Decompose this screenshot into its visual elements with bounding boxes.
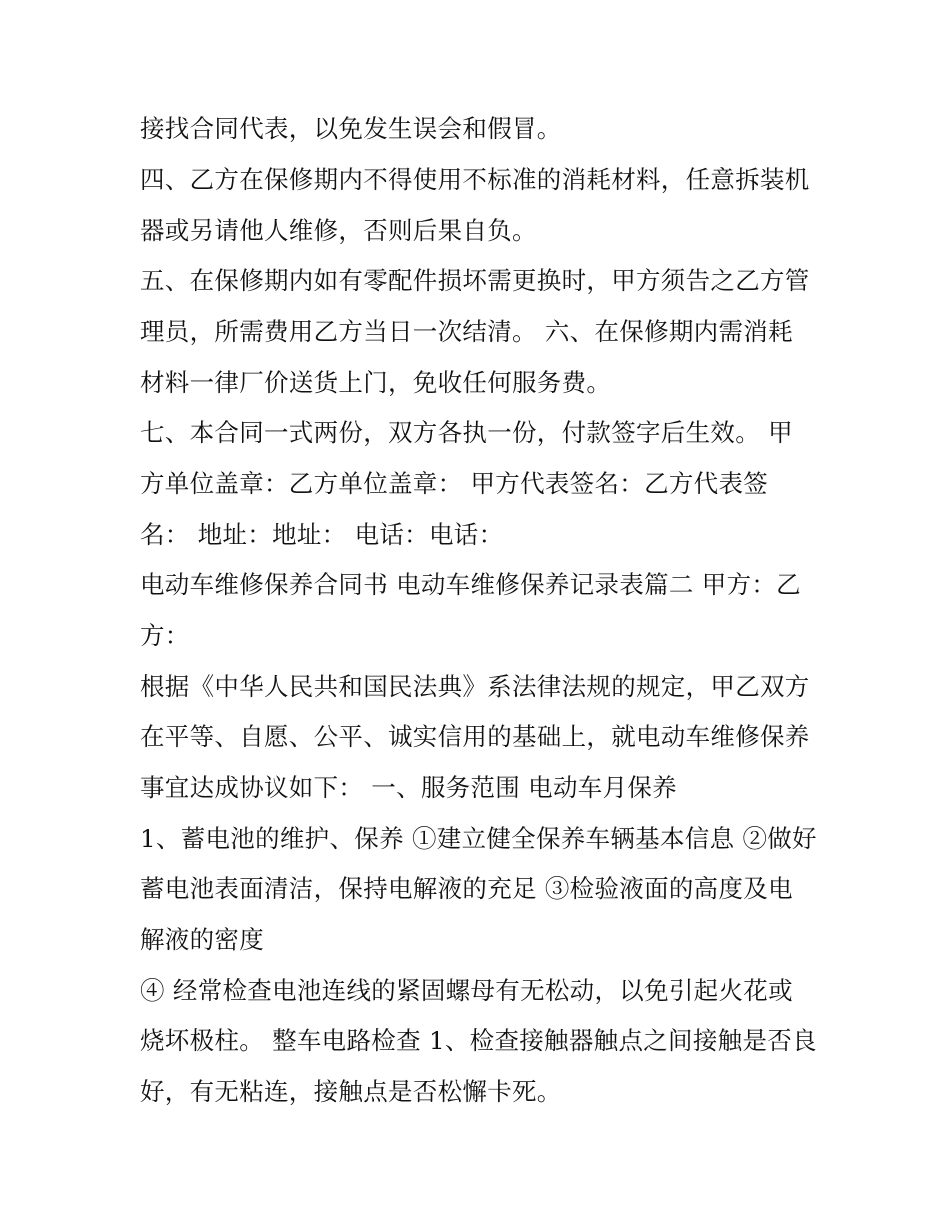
- text-line: 根据《中华人民共和国民法典》系法律法规的规定，甲乙双方: [140, 672, 810, 701]
- text-line: 1、蓄电池的维护、保养 ①建立健全保养车辆基本信息 ②做好: [140, 824, 817, 853]
- text-line: 解液的密度: [140, 925, 264, 954]
- text-line: ④ 经常检查电池连线的紧固螺母有无松动，以免引起火花或: [140, 976, 793, 1005]
- text-line: 理员，所需费用乙方当日一次结清。 六、在保修期内需消耗: [140, 317, 793, 346]
- text-line: 好，有无粘连，接触点是否松懈卡死。: [140, 1077, 562, 1106]
- text-line: 烧坏极柱。 整车电路检查 1、检查接触器触点之间接触是否良: [140, 1026, 817, 1055]
- text-line: 方单位盖章：乙方单位盖章： 甲方代表签名：乙方代表签: [140, 469, 769, 498]
- text-line: 电动车维修保养合同书 电动车维修保养记录表篇二 甲方：乙: [140, 570, 801, 599]
- text-line: 方：: [140, 621, 190, 650]
- text-line: 名： 地址：地址： 电话：电话：: [140, 520, 504, 549]
- text-line: 蓄电池表面清洁，保持电解液的充足 ③检验液面的高度及电: [140, 874, 793, 903]
- text-line: 接找合同代表，以免发生误会和假冒。: [140, 114, 562, 143]
- text-line: 七、本合同一式两份，双方各执一份，付款签字后生效。 甲: [140, 418, 793, 447]
- text-line: 材料一律厂价送货上门，免收任何服务费。: [140, 368, 612, 397]
- text-line: 在平等、自愿、公平、诚实信用的基础上，就电动车维修保养: [140, 722, 810, 751]
- text-line: 事宜达成协议如下： 一、服务范围 电动车月保养: [140, 773, 677, 802]
- text-line: 四、乙方在保修期内不得使用不标准的消耗材料，任意拆装机: [140, 165, 810, 194]
- text-line: 器或另请他人维修，否则后果自负。: [140, 216, 537, 245]
- text-line: 五、在保修期内如有零配件损坏需更换时，甲方须告之乙方管: [140, 266, 810, 295]
